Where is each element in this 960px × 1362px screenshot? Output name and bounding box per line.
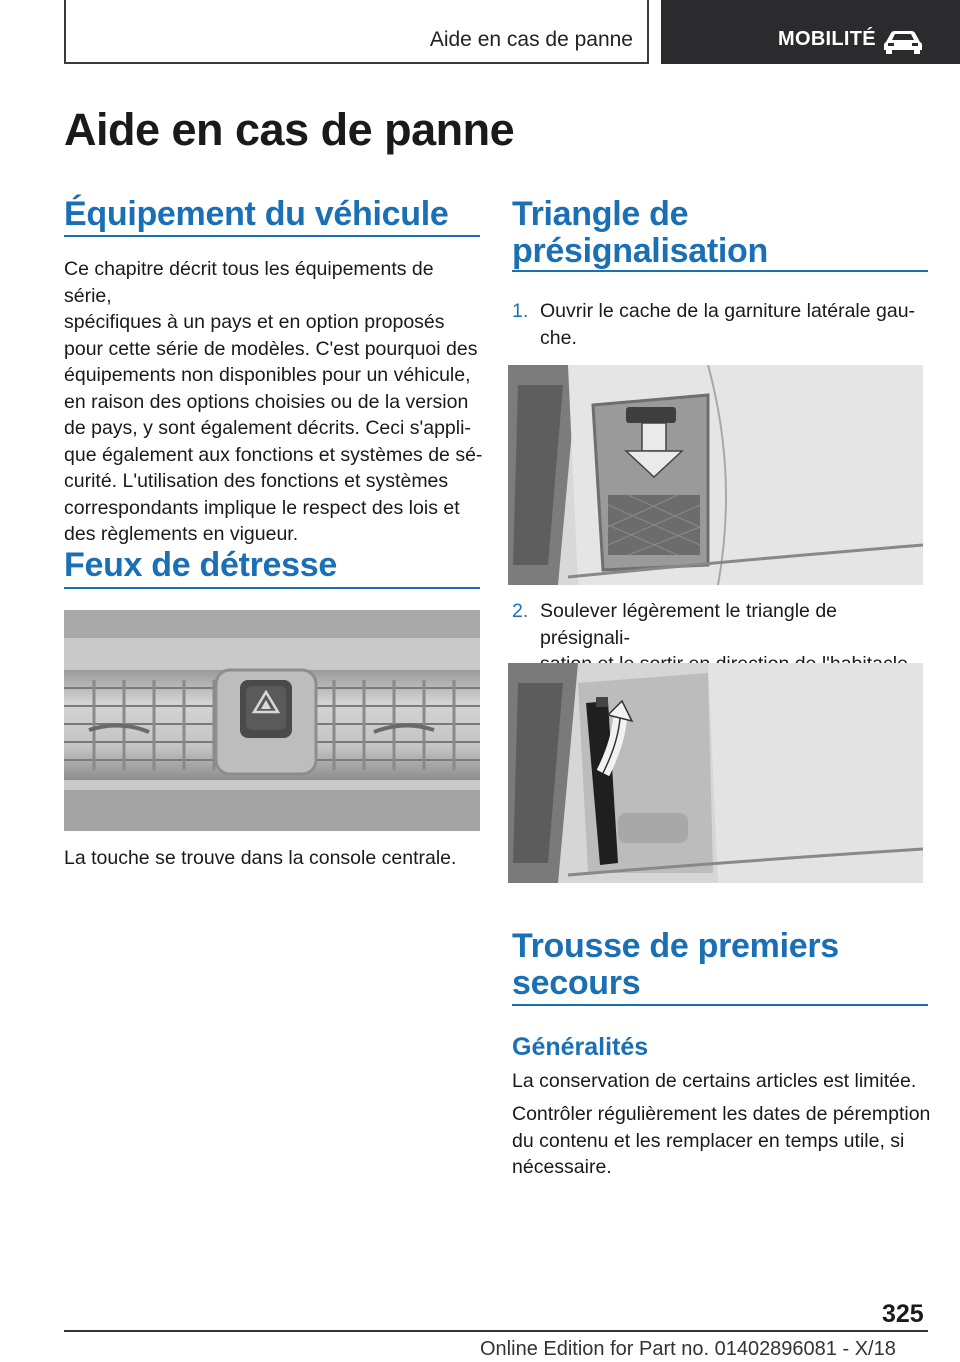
general-paragraph-2: Contrôler régulièrement les dates de péremption du contenu et les remplacer en temps utile, si nécessaire. — [512, 1103, 931, 1178]
page-title: Aide en cas de panne — [64, 104, 515, 155]
step-2-text: Soulever légèrement le triangle de présignali‐ — [540, 600, 838, 649]
hazard-button-figure — [64, 610, 480, 831]
header-section-tab — [64, 0, 649, 64]
edition-footer: Online Edition for Part no. 01402896081 - X/18 — [480, 1338, 896, 1360]
general-paragraph-1: La conservation de certains articles est limitée. — [512, 1070, 917, 1092]
step-2 — [512, 598, 932, 654]
page-number: 325 — [882, 1300, 924, 1328]
trim-cover-figure — [508, 365, 923, 585]
triangle-heading-rule — [512, 270, 928, 272]
header-section-label: Aide en cas de panne — [429, 28, 633, 51]
equipment-heading: Équipement du véhicule — [64, 195, 449, 233]
hazard-caption: La touche se trouve dans la console centrale. — [64, 847, 457, 869]
header-chapter-label: MOBILITÉ — [778, 28, 876, 50]
step-1-text: Ouvrir le cache de la garniture latérale gau‐ che. — [540, 300, 916, 349]
step-1 — [512, 298, 932, 354]
step-2-number: 2. — [512, 600, 529, 622]
triangle-removal-figure — [508, 663, 923, 883]
step-1-number: 1. — [512, 300, 529, 322]
general-heading: Généralités — [512, 1033, 649, 1061]
warning-triangle-heading: Triangle de présignalisation — [512, 195, 768, 270]
first-aid-heading-rule — [512, 1004, 928, 1006]
equipment-heading-rule — [64, 235, 480, 237]
equipment-paragraph: Ce chapitre décrit tous les équipements de série, spécifiques à un pays et en option proposés pour cette série de modèles. C'est pourquoi des équipements non disponibles pour un véhicule, en raison des options choisies ou de la version de pays, y sont également décrits. Ceci s'appli‐ que également aux fonctions et systèmes de sé‐ curité. L'utilisation des fonctions et systèmes correspondants implique le respect des lois et des règlements en vigueur. — [64, 258, 483, 545]
car-icon — [882, 28, 924, 54]
hazard-heading-rule — [64, 587, 480, 589]
first-aid-kit-heading: Trousse de premiers secours — [512, 927, 839, 1002]
hazard-lights-heading: Feux de détresse — [64, 546, 337, 584]
footer-rule — [64, 1330, 928, 1332]
